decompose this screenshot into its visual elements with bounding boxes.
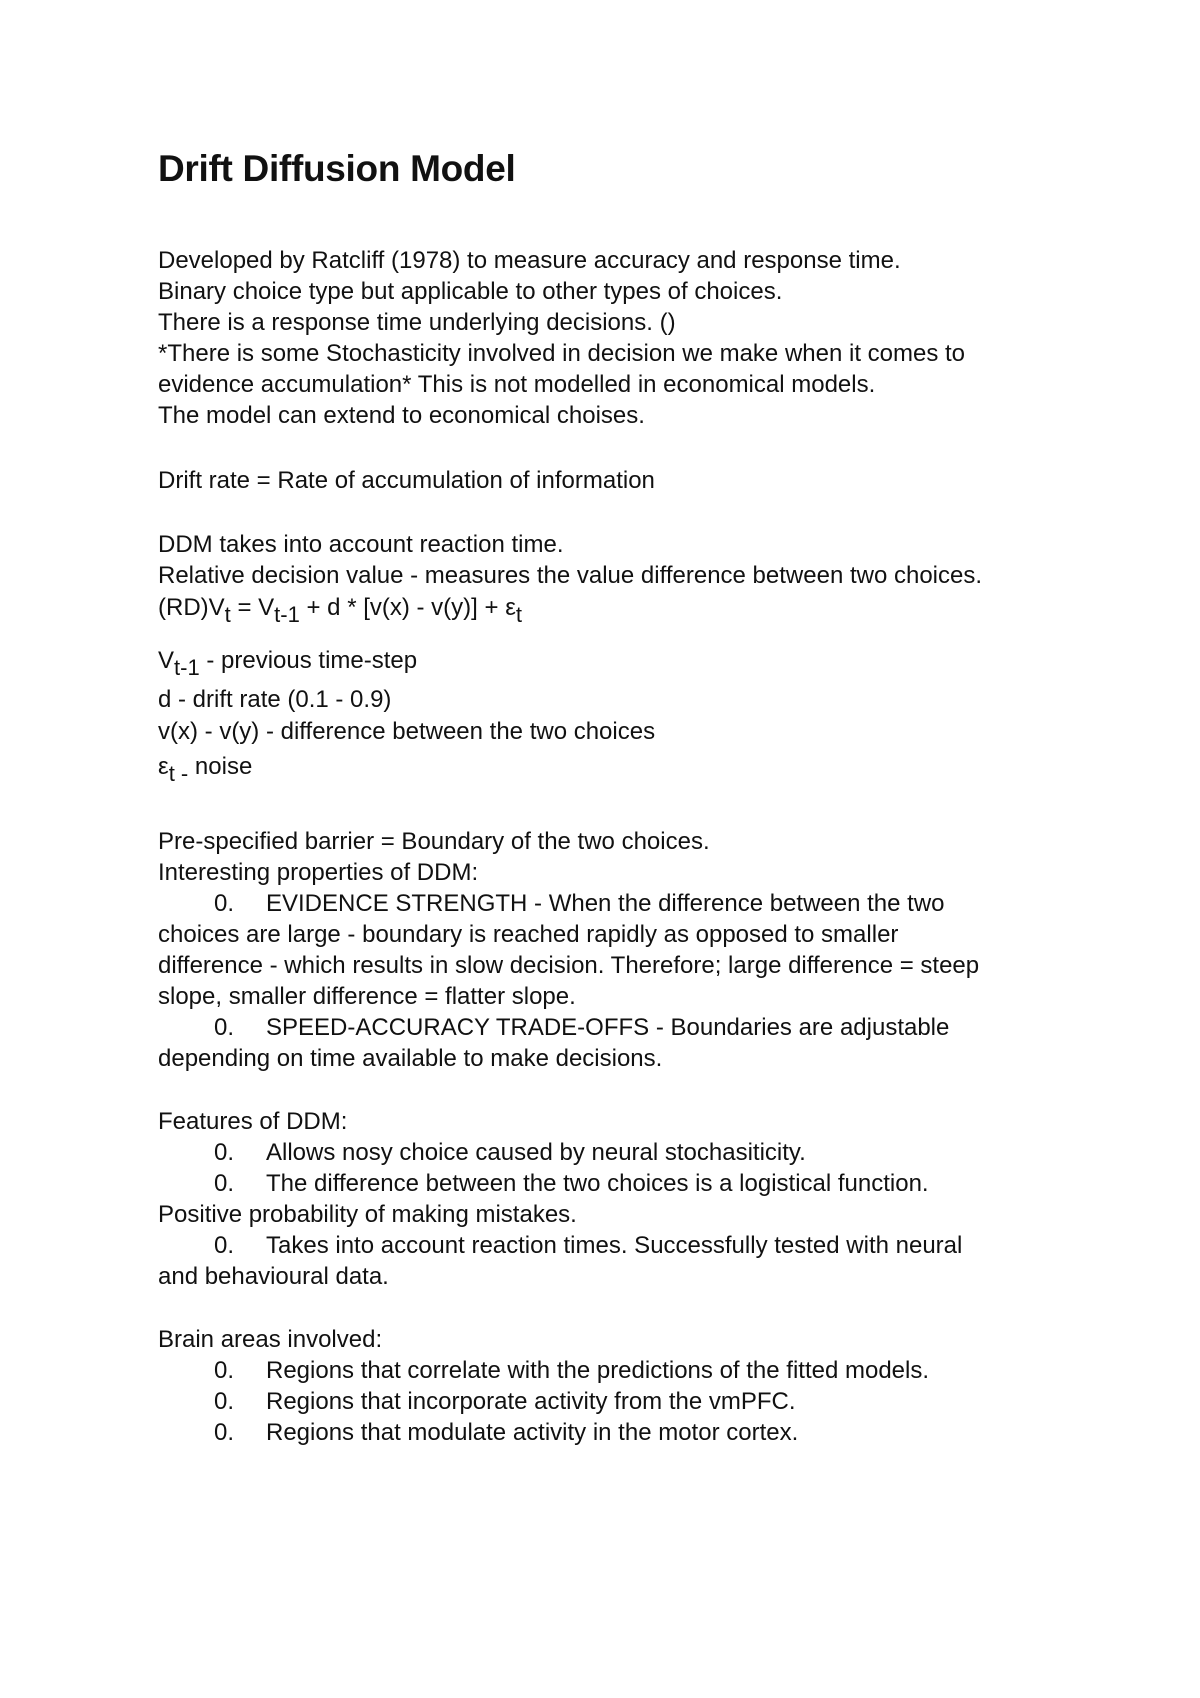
- list-item-text: SPEED-ACCURACY TRADE-OFFS - Boundaries are adjustable: [266, 1014, 950, 1041]
- list-number: 0.: [214, 1170, 235, 1197]
- page-title: Drift Diffusion Model: [158, 148, 516, 189]
- list-number: 0.: [214, 1014, 235, 1041]
- list-item-text: Takes into account reaction times. Successfully tested with neural: [266, 1232, 963, 1259]
- list-item-text: EVIDENCE STRENGTH - When the difference between the two: [266, 890, 945, 917]
- drift-rate-definition: Drift rate = Rate of accumulation of information: [158, 467, 655, 494]
- list-item: [214, 1418, 798, 1448]
- list-item: [214, 1169, 929, 1199]
- list-item: [214, 1356, 929, 1386]
- relative-value-line: Relative decision value - measures the value difference between two choices.: [158, 562, 983, 589]
- paragraph-line: and behavioural data.: [158, 1263, 389, 1290]
- definition-symbol: V: [158, 647, 175, 674]
- ddm-reaction-line: DDM takes into account reaction time.: [158, 531, 564, 558]
- list-item-text: Allows nosy choice caused by neural stochasiticity.: [266, 1139, 806, 1166]
- intro-line: evidence accumulation* This is not modelled in economical models.: [158, 371, 876, 398]
- list-number: 0.: [214, 1419, 235, 1446]
- definition-difference: v(x) - v(y) - difference between the two choices: [158, 718, 656, 745]
- paragraph-line: Positive probability of making mistakes.: [158, 1201, 577, 1228]
- formula-subscript: t: [224, 602, 231, 627]
- formula-subscript: t-1: [274, 602, 300, 627]
- paragraph-line: depending on time available to make decisions.: [158, 1045, 663, 1072]
- properties-heading: Interesting properties of DDM:: [158, 859, 479, 886]
- list-item-text: Regions that modulate activity in the motor cortex.: [266, 1419, 799, 1446]
- intro-line: The model can extend to economical choises.: [158, 402, 645, 429]
- list-number: 0.: [214, 1139, 235, 1166]
- list-number: 0.: [214, 1388, 235, 1415]
- definition-text: noise: [188, 753, 253, 780]
- list-item: [214, 1231, 962, 1261]
- definition-previous-step: [158, 646, 418, 680]
- list-item: [214, 889, 945, 919]
- brain-heading: Brain areas involved:: [158, 1326, 383, 1353]
- formula-part: + d * [v(x) - v(y)] + ε: [299, 594, 516, 621]
- definition-subscript: t -: [168, 761, 189, 786]
- intro-line: There is a response time underlying decisions. (): [158, 309, 676, 336]
- paragraph-line: choices are large - boundary is reached rapidly as opposed to smaller: [158, 921, 899, 948]
- list-item-text: The difference between the two choices is a logistical function.: [266, 1170, 929, 1197]
- intro-line: Developed by Ratcliff (1978) to measure accuracy and response time.: [158, 247, 901, 274]
- list-item: [214, 1013, 949, 1043]
- list-number: 0.: [214, 1232, 235, 1259]
- list-item-text: Regions that correlate with the predictions of the fitted models.: [266, 1357, 930, 1384]
- paragraph-line: difference - which results in slow decision. Therefore; large difference = steep: [158, 952, 980, 979]
- list-item: [214, 1387, 796, 1417]
- definition-subscript: t-1: [174, 655, 200, 680]
- definition-text: - previous time-step: [199, 647, 418, 674]
- definition-noise: [158, 752, 253, 786]
- definition-drift: d - drift rate (0.1 - 0.9): [158, 686, 392, 713]
- list-item: [214, 1138, 806, 1168]
- paragraph-line: slope, smaller difference = flatter slope.: [158, 983, 576, 1010]
- formula-line: [158, 593, 523, 627]
- intro-line: *There is some Stochasticity involved in decision we make when it comes to: [158, 340, 966, 367]
- list-number: 0.: [214, 890, 235, 917]
- formula-subscript: t: [515, 602, 523, 627]
- features-heading: Features of DDM:: [158, 1108, 348, 1135]
- list-item-text: Regions that incorporate activity from the vmPFC.: [266, 1388, 796, 1415]
- intro-line: Binary choice type but applicable to other types of choices.: [158, 278, 783, 305]
- barrier-line: Pre-specified barrier = Boundary of the two choices.: [158, 828, 710, 855]
- formula-part: (RD)V: [158, 594, 225, 621]
- list-number: 0.: [214, 1357, 235, 1384]
- formula-part: = V: [230, 594, 275, 621]
- definition-symbol: ε: [158, 753, 169, 780]
